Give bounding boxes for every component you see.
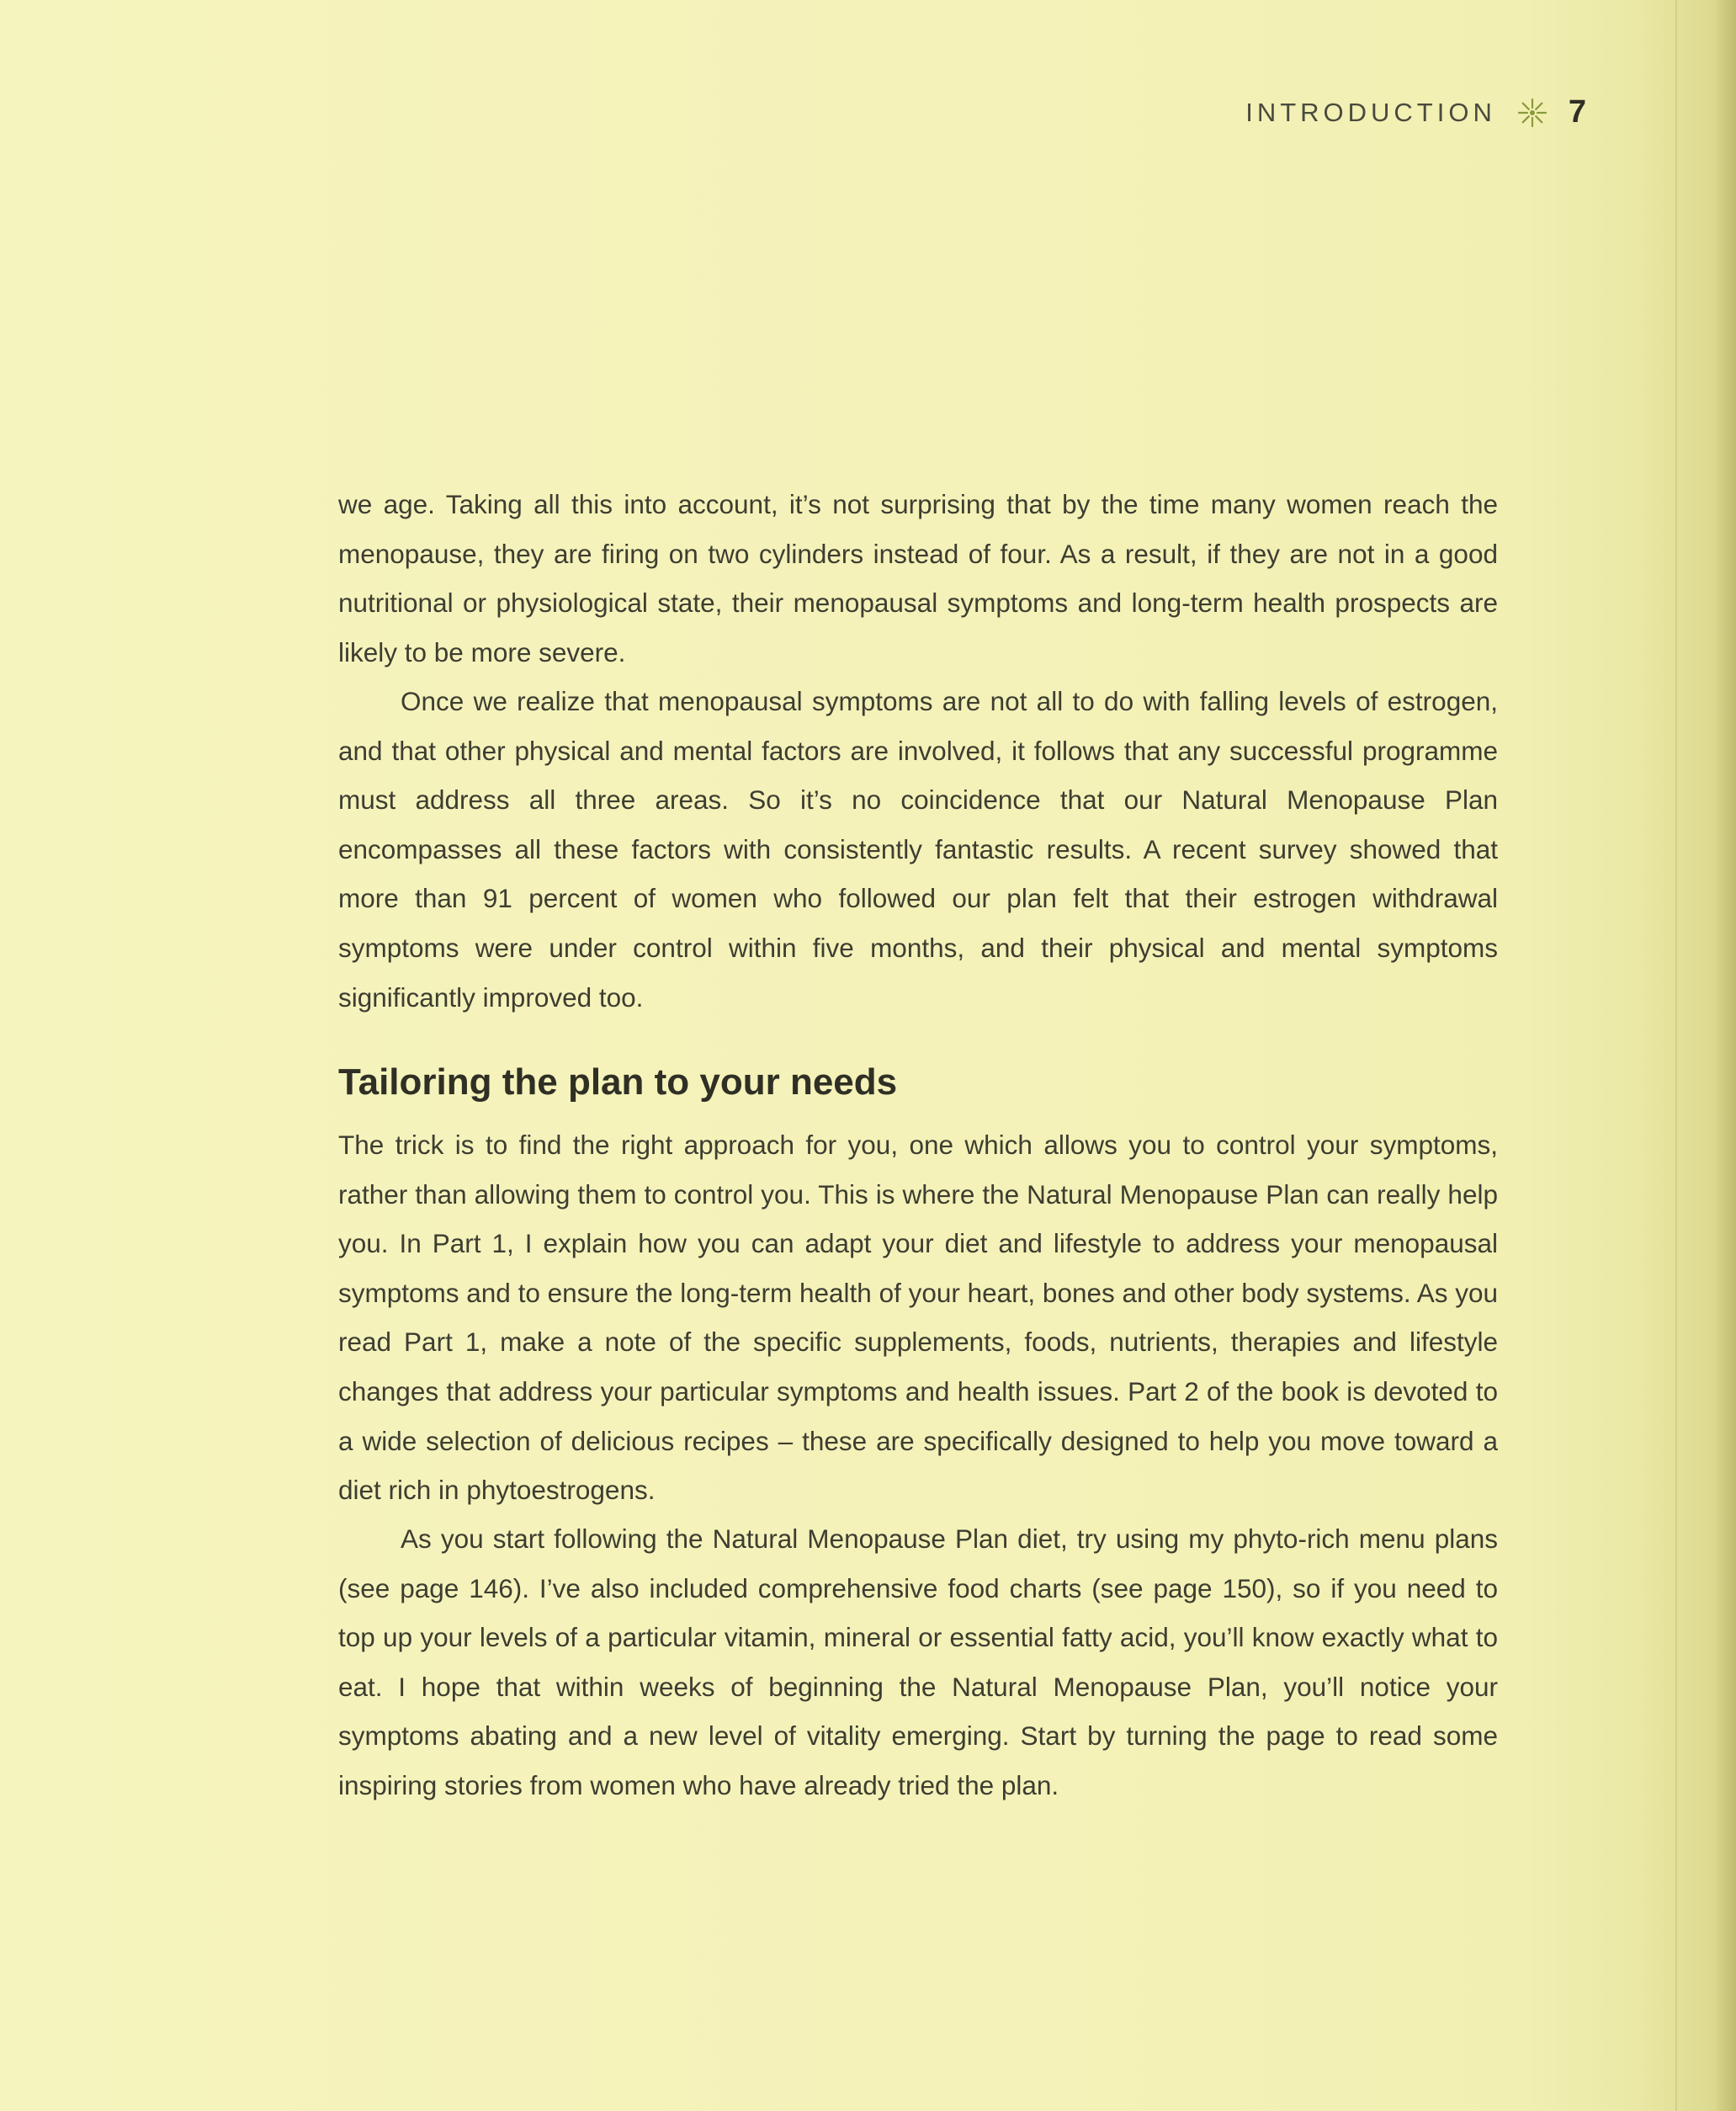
page-fold-line	[1675, 0, 1677, 2111]
section-heading: Tailoring the plan to your needs	[338, 1061, 898, 1103]
body-paragraph-3: The trick is to find the right approach for you, one which allows you to control your symptoms, rather than allowing them to control you. This is where the Natural Menopause Plan can really help you. In Part 1, I explain how you can adapt your diet and lifestyle to address your menopausal symptoms and to ensure the long-term health of your heart, bones and other body systems. As you read Part 1, make a note of the specific supplements, foods, nutrients, therapies and lifestyle changes that address your particular symptoms and health issues. Part 2 of the book is devoted to a wide selection of delicious recipes – these are specifically designed to help you move toward a diet rich in phytoestrogens.	[338, 1130, 1499, 1506]
section-title: INTRODUCTION	[1245, 97, 1496, 127]
page-edge-shadow	[1714, 0, 1736, 2111]
asterisk-flower-icon	[1516, 97, 1548, 129]
running-header	[1245, 94, 1586, 130]
body-paragraph-4: As you start following the Natural Menopause Plan diet, try using my phyto-rich menu plans (see page 146). I’ve also included comprehensive food charts (see page 150), so if you need to top up your levels of a particular vitamin, mineral or essential fatty acid, you’ll know exactly what to eat. I hope that within weeks of beginning the Natural Menopause Plan, you’ll notice your symptoms abating and a new level of vitality emerging. Start by turning the page to read some inspiring stories from women who have already tried the plan.	[338, 1523, 1498, 1800]
body-paragraph-2: Once we realize that menopausal symptoms are not all to do with falling levels of estrogen, and that other physical and mental factors are involved, it follows that any successful programme must address all three areas. So it’s no coincidence that our Natural Menopause Plan encompasses all these factors with consistently fantastic results. A recent survey showed that more than 91 percent of women who followed our plan felt that their estrogen withdrawal symptoms were under control within five months, and their physical and mental symptoms significantly improved too.	[338, 686, 1498, 1013]
page-number: 7	[1568, 94, 1586, 130]
body-paragraph-1: we age. Taking all this into account, it’s not surprising that by the time many women reach the menopause, they are firing on two cylinders instead of four. As a result, if they are not in a good nutritional or physiological state, their menopausal symptoms and long-term health prospects are likely to be more severe.	[338, 489, 1498, 667]
